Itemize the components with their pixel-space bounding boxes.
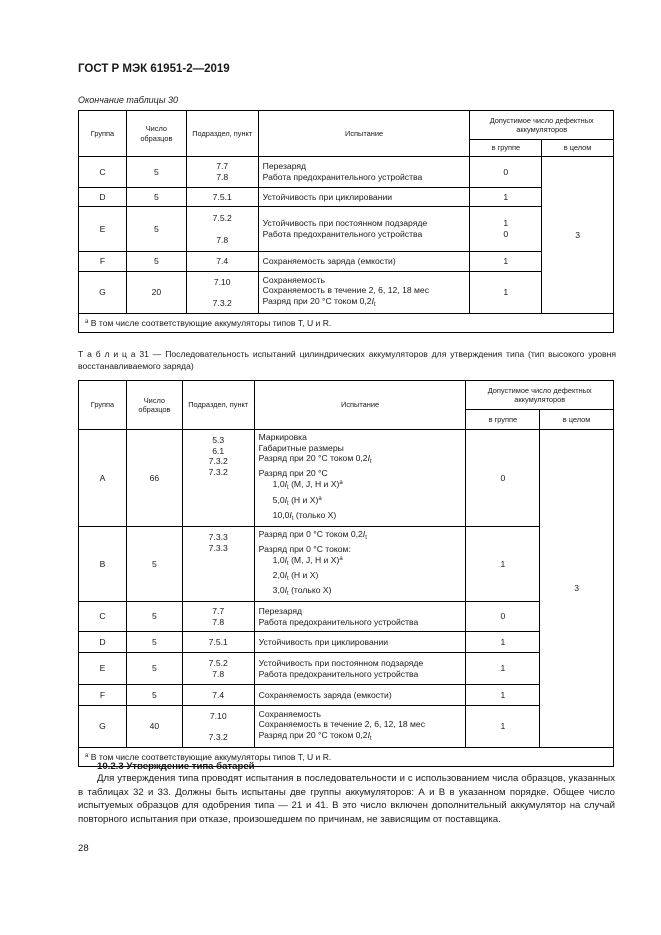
clause-cell: 7.4	[186, 252, 258, 272]
defects-line: 1	[503, 218, 509, 229]
test-cell	[258, 272, 470, 314]
footnote-text: В том числе соответствующие аккумуляторы типов Т, U и R.	[90, 752, 332, 763]
test-text: Разряд при 0 °С током 0,2	[258, 529, 363, 540]
test-line: Разряд при 0 °С током:	[258, 543, 351, 554]
test-cell	[254, 527, 466, 602]
table-row	[79, 157, 614, 188]
test-text: 1,0	[272, 555, 285, 566]
current-subscript: t	[291, 515, 294, 522]
test-text: (Н и Х)	[288, 569, 319, 580]
test-text: 10,0	[272, 509, 290, 520]
test-line: Сохраняемость	[258, 708, 321, 719]
table-row	[79, 272, 614, 314]
table-30	[78, 110, 614, 333]
samples-cell: 5	[126, 188, 186, 207]
col-samples-header: Число образцов	[126, 381, 182, 430]
test-cell	[258, 207, 470, 252]
test-cell	[254, 602, 466, 632]
test-text: 2,0	[272, 569, 285, 580]
total-defects-cell: 3	[540, 430, 614, 748]
test-line: Устойчивость при постоянном подзаряде	[258, 658, 424, 669]
clause-line: 7.7	[212, 606, 225, 617]
table-row	[79, 188, 614, 207]
clause-line: 7.8	[216, 234, 229, 245]
col-total-header: в целом	[542, 140, 614, 157]
test-text: 3,0	[272, 584, 285, 595]
clause-cell	[186, 207, 258, 252]
defects-cell: 1	[470, 252, 542, 272]
table-31	[78, 380, 614, 767]
clause-cell	[182, 602, 254, 632]
test-subline	[259, 478, 462, 494]
defects-cell: 1	[466, 527, 540, 602]
clause-line: 7.3.3	[208, 542, 228, 553]
samples-cell: 40	[126, 706, 182, 748]
samples-cell: 5	[126, 602, 182, 632]
table-row	[79, 252, 614, 272]
test-line: Работа предохранительного устройства	[258, 668, 419, 679]
col-in-group-header: в группе	[470, 140, 542, 157]
clause-line: 7.10	[209, 711, 227, 722]
test-cell	[258, 157, 470, 188]
page-number: 28	[78, 843, 89, 854]
test-line: Габаритные размеры	[258, 442, 344, 453]
samples-cell: 5	[126, 252, 186, 272]
clause-line: 7.5.2	[208, 658, 228, 669]
group-cell: C	[79, 602, 127, 632]
table-row	[79, 527, 614, 602]
clause-cell	[186, 157, 258, 188]
table-footnote-row	[79, 314, 614, 333]
footnote-mark: a	[339, 556, 343, 563]
defects-cell: 0	[466, 602, 540, 632]
col-total-header: в целом	[540, 410, 614, 430]
group-cell: D	[79, 188, 127, 207]
current-symbol: I	[362, 529, 366, 540]
test-text: (М, J, Н и Х)	[288, 555, 340, 566]
clause-line: 7.3.2	[208, 731, 228, 742]
current-symbol: I	[371, 295, 374, 306]
test-line: Разряд при 20 °С	[258, 467, 328, 478]
test-line: Сохраняемость в течение 2, 6, 12, 18 мес	[262, 285, 429, 296]
col-samples-header: Число образцов	[126, 111, 186, 157]
section-paragraph: Для утверждения типа проводят испытания в последовательности и с использованием числа образцов, указанных в таблицах 32 и 33. Должны быть испытаны две группы аккумуляторов: А и В в указанном порядке. Общее число испытуемых образцов для одобрения типа — 21 и 41. В это число включен дополнительный аккумулятор на случай повторного испытания при отказе, произошедшем по причинам, не зависящим от поставщика.	[78, 773, 615, 825]
test-subline	[259, 510, 462, 525]
col-clause-header: Подраздел, пункт	[186, 111, 258, 157]
total-defects-cell: 3	[542, 157, 614, 314]
current-subscript: t	[369, 459, 372, 466]
table31-caption: Т а б л и ц а 31 — Последовательность испытаний цилиндрических аккумуляторов для утверждения типа (тип высокого уровня восстанавливаемого заряда)	[78, 349, 616, 371]
test-text: (только Х)	[288, 584, 332, 595]
table-row	[79, 685, 614, 706]
clause-cell: 7.5.1	[186, 188, 258, 207]
clause-line: 7.3.2	[212, 297, 232, 308]
table-row	[79, 632, 614, 653]
test-line	[259, 453, 462, 468]
footnote-mark: a	[85, 319, 89, 325]
footnote-mark: a	[318, 495, 322, 502]
group-cell: D	[79, 632, 127, 653]
group-cell: F	[79, 685, 127, 706]
footnote-text: В том числе соответствующие аккумуляторы типов Т, U и R.	[90, 318, 332, 328]
col-clause-header: Подраздел, пункт	[182, 381, 254, 430]
clause-line: 7.3.2	[208, 456, 228, 467]
table-footnote	[79, 314, 614, 333]
col-test-header: Испытание	[254, 381, 466, 430]
test-text: Разряд при 20 °С током 0,2	[258, 453, 368, 464]
test-cell: Сохраняемость заряда (емкости)	[254, 685, 466, 706]
defects-cell: 1	[466, 685, 540, 706]
test-line: Перезаряд	[258, 606, 303, 617]
samples-cell: 20	[126, 272, 186, 314]
test-text: 5,0	[272, 494, 285, 505]
group-cell: G	[79, 272, 127, 314]
defects-cell: 0	[466, 430, 540, 527]
test-text: (только Х)	[293, 509, 337, 520]
group-cell: G	[79, 706, 127, 748]
current-symbol: I	[284, 555, 288, 566]
current-subscript: t	[287, 561, 289, 568]
test-cell: Устойчивость при циклировании	[258, 188, 470, 207]
col-group-header: Группа	[79, 381, 127, 430]
col-group-header: Группа	[79, 111, 127, 157]
col-allowed-header: Допустимое число дефектных аккумуляторов	[466, 381, 614, 410]
test-line: Сохраняемость	[262, 274, 325, 285]
test-cell	[254, 430, 466, 527]
defects-cell: 1	[466, 706, 540, 748]
test-line: Перезаряд	[262, 161, 307, 172]
test-line	[263, 296, 466, 311]
test-line	[259, 730, 462, 745]
test-subline	[259, 554, 462, 570]
clause-cell	[182, 706, 254, 748]
clause-cell	[182, 430, 254, 527]
samples-cell: 5	[126, 207, 186, 252]
defects-cell: 1	[470, 188, 542, 207]
defects-cell: 1	[466, 632, 540, 653]
table-row	[79, 430, 614, 527]
current-subscript: t	[369, 735, 372, 742]
test-cell: Сохраняемость заряда (емкости)	[258, 252, 470, 272]
test-text: (М, J, Н и Х)	[288, 479, 340, 490]
test-cell	[254, 706, 466, 748]
current-subscript: t	[287, 590, 289, 597]
table-row	[79, 602, 614, 632]
test-subline	[259, 570, 462, 585]
group-cell: C	[79, 157, 127, 188]
clause-line: 7.5.2	[212, 212, 232, 223]
test-line: Работа предохранительного устройства	[262, 172, 423, 182]
test-line: Работа предохранительного устройства	[258, 616, 419, 627]
samples-cell: 66	[126, 430, 182, 527]
test-line: Устойчивость при постоянном подзаряде	[262, 218, 428, 229]
group-cell: F	[79, 252, 127, 272]
document-header: ГОСТ Р МЭК 61951-2—2019	[78, 63, 230, 75]
current-symbol: I	[284, 569, 288, 580]
samples-cell: 5	[126, 632, 182, 653]
current-symbol: I	[284, 479, 288, 490]
current-symbol: I	[367, 453, 370, 464]
group-cell: E	[79, 653, 127, 685]
test-text: 1,0	[272, 479, 285, 490]
test-text: (Н и Х)	[288, 494, 319, 505]
test-text: Разряд при 20 °С током 0,2	[262, 295, 372, 306]
group-cell: A	[79, 430, 127, 527]
defects-line: 0	[503, 229, 509, 239]
table-row	[79, 706, 614, 748]
clause-line: 5.3	[212, 435, 225, 445]
samples-cell: 5	[126, 653, 182, 685]
clause-cell	[186, 272, 258, 314]
test-line: Маркировка	[258, 432, 307, 442]
clause-line: 7.8	[212, 616, 225, 627]
test-subline	[259, 585, 462, 600]
clause-cell	[182, 527, 254, 602]
clause-line: 6.1	[212, 445, 225, 456]
defects-cell: 1	[470, 272, 542, 314]
samples-cell: 5	[126, 157, 186, 188]
table-row	[79, 653, 614, 685]
clause-line: 7.10	[213, 276, 231, 287]
defects-cell: 0	[470, 157, 542, 188]
col-in-group-header: в группе	[466, 410, 540, 430]
current-subscript: t	[287, 500, 289, 507]
footnote-mark: a	[85, 753, 89, 760]
test-text: Разряд при 20 °С током 0,2	[258, 729, 368, 740]
col-allowed-header: Допустимое число дефектных аккумуляторов	[470, 111, 614, 140]
test-line: Сохраняемость в течение 2, 6, 12, 18 мес	[258, 719, 426, 730]
clause-cell	[182, 653, 254, 685]
test-cell	[254, 653, 466, 685]
table30-caption: Окончание таблицы 30	[78, 95, 178, 105]
clause-cell: 7.5.1	[182, 632, 254, 653]
clause-line: 7.3.2	[208, 466, 228, 477]
current-subscript: t	[287, 575, 289, 582]
test-cell: Устойчивость при циклировании	[254, 632, 466, 653]
clause-line: 7.3.3	[208, 532, 228, 543]
section-heading: 10.2.3 Утверждение типа батарей	[97, 761, 255, 772]
clause-line: 7.8	[212, 668, 225, 679]
defects-cell	[470, 207, 542, 252]
test-line: Работа предохранительного устройства	[262, 229, 423, 239]
current-symbol: I	[367, 729, 370, 740]
group-cell: B	[79, 527, 127, 602]
current-subscript: t	[287, 485, 289, 492]
samples-cell: 5	[126, 527, 182, 602]
current-symbol: I	[289, 509, 292, 520]
clause-line: 7.7	[216, 161, 229, 172]
clause-cell: 7.4	[182, 685, 254, 706]
test-line	[259, 529, 462, 544]
current-symbol: I	[284, 584, 288, 595]
col-test-header: Испытание	[258, 111, 470, 157]
current-subscript: t	[365, 535, 367, 542]
table-row	[79, 207, 614, 252]
footnote-mark: a	[339, 480, 343, 487]
samples-cell: 5	[126, 685, 182, 706]
group-cell: E	[79, 207, 127, 252]
defects-cell: 1	[466, 653, 540, 685]
clause-line: 7.8	[216, 172, 229, 182]
current-symbol: I	[284, 494, 288, 505]
test-subline	[259, 494, 462, 510]
current-subscript: t	[373, 301, 376, 308]
